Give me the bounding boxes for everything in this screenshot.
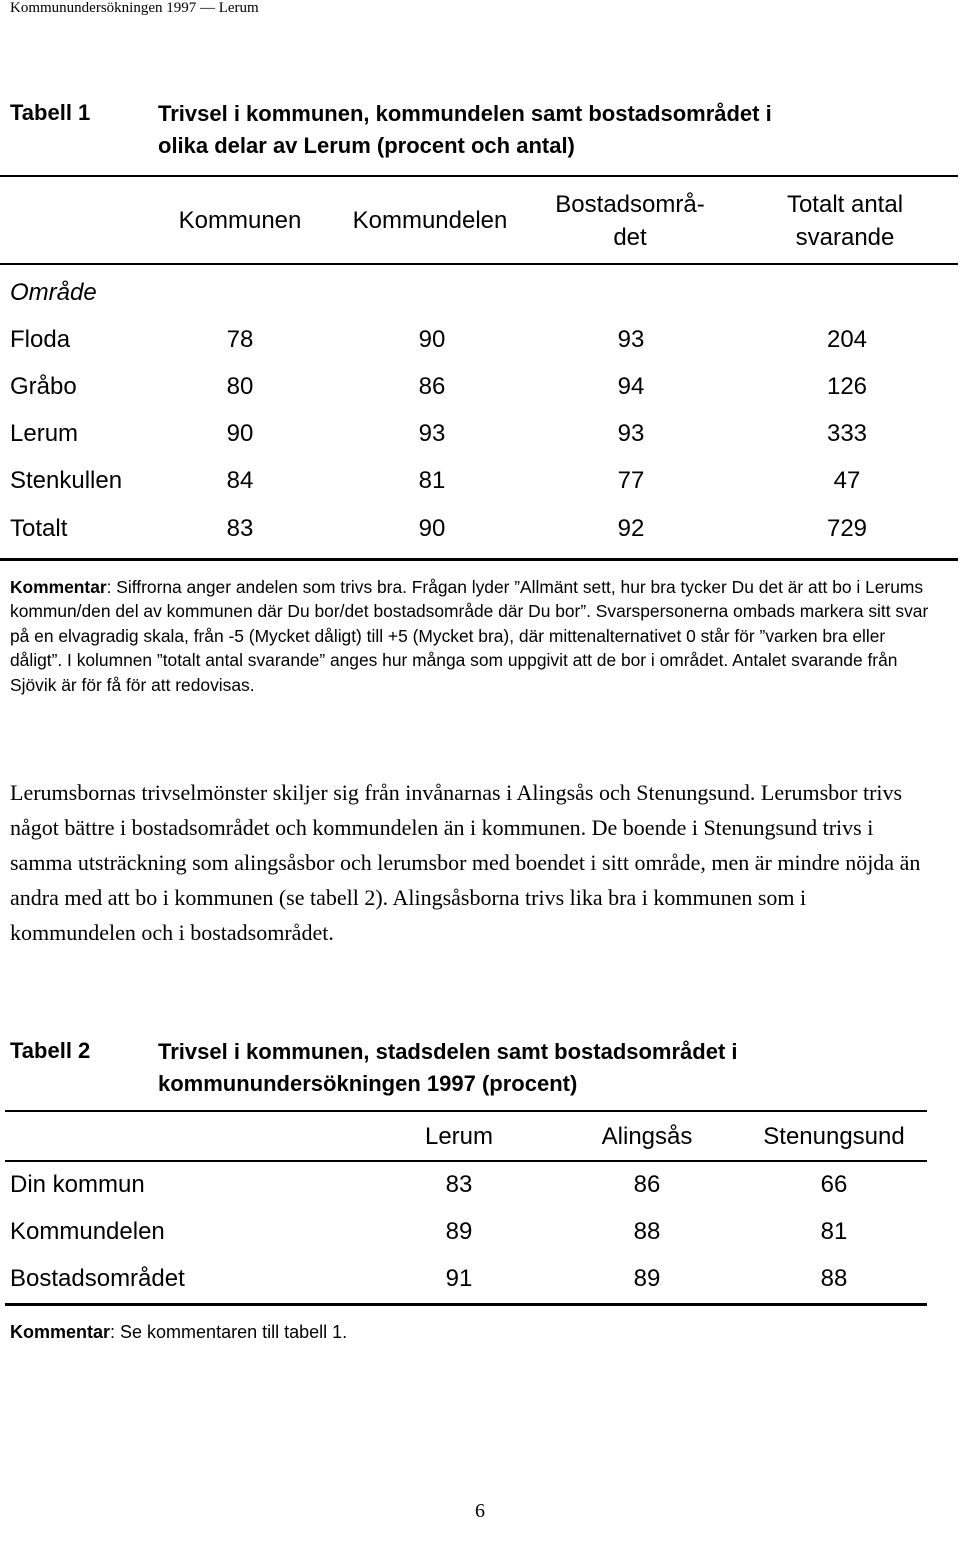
- table2-top-rule: [5, 1110, 927, 1112]
- running-header: Kommunundersökningen 1997 — Lerum: [10, 0, 259, 16]
- table2-header-rule: [5, 1160, 927, 1162]
- table2-row-label: Kommundelen: [10, 1218, 165, 1245]
- table1-bottom-rule: [0, 558, 958, 561]
- table1-cell: 90: [418, 515, 446, 542]
- table1-cell: 47: [833, 467, 861, 494]
- table1-cell: 83: [226, 515, 254, 542]
- table1-comment-text: : Siffrorna anger andelen som trivs bra. Frågan lyder ”Allmänt sett, hur bra tycker Du det är att bo i Lerums kommun/den del av kommunen där Du bor/det bostadsområde där Du bor”. Svarspersonerna ombads markera sitt svar på en elvagradig skala, från -5 (Mycket dåligt) till +5 (Mycket bra), där mittenalternativet 0 står för ”varken bra eller dåligt”. I kolumnen ”totalt antal svarande” anges hur många som uppgivit att de bor i området. Antalet svarande från Sjövik är för få för att redovisas.: [10, 577, 929, 695]
- table1-cell: 93: [617, 420, 645, 447]
- table1-col-kommunen: Kommunen: [178, 207, 302, 234]
- table2-row-label: Din kommun: [10, 1171, 145, 1198]
- table1-title-line2: olika delar av Lerum (procent och antal): [158, 133, 575, 158]
- table2-title-line2: kommunundersökningen 1997 (procent): [158, 1071, 578, 1096]
- table1-title: [158, 98, 772, 162]
- table1-col-bostadsomradet: [530, 188, 730, 254]
- table1-cell: 78: [226, 326, 254, 353]
- table1-cell: 90: [418, 326, 446, 353]
- table1-cell: 84: [226, 467, 254, 494]
- table2-cell: 88: [633, 1218, 661, 1245]
- table1-cell: 729: [826, 515, 868, 542]
- table1-header-rule: [0, 263, 958, 265]
- table1-cell: 126: [826, 373, 868, 400]
- table2-cell: 88: [820, 1265, 848, 1292]
- page-number: 6: [475, 1500, 485, 1522]
- table1-cell: 86: [418, 373, 446, 400]
- table2-cell: 81: [820, 1218, 848, 1245]
- table1-cell: 90: [226, 420, 254, 447]
- table1-row-label: Lerum: [10, 420, 79, 447]
- table2-cell: 66: [820, 1171, 848, 1198]
- table1-row-label: Stenkullen: [10, 467, 123, 494]
- table1-row-label: Totalt: [10, 515, 68, 542]
- table1-col-totalt-line2: svarande: [795, 224, 895, 251]
- table1-col-totalt: [740, 188, 950, 254]
- table1-col-totalt-line1: Totalt antal: [786, 191, 904, 218]
- table2-cell: 89: [445, 1218, 473, 1245]
- table1-cell: 80: [226, 373, 254, 400]
- table2-bottom-rule: [5, 1303, 927, 1306]
- table1-label: Tabell 1: [10, 100, 91, 125]
- table1-cell: 81: [418, 467, 446, 494]
- table2-title: [158, 1036, 738, 1100]
- table2-title-line1: Trivsel i kommunen, stadsdelen samt bostadsområdet i: [158, 1039, 738, 1064]
- table2-label: Tabell 2: [10, 1038, 91, 1063]
- table2-col-alingsas: Alingsås: [601, 1123, 693, 1150]
- table1-cell: 94: [617, 373, 645, 400]
- table2-row-label: Bostadsområdet: [10, 1265, 185, 1292]
- table1-top-rule: [0, 175, 958, 177]
- table2-cell: 91: [445, 1265, 473, 1292]
- table1-col-kommundelen: Kommundelen: [352, 207, 508, 234]
- table1-col-bostad-line1: Bostadsområ-: [555, 191, 705, 218]
- table2-cell: 86: [633, 1171, 661, 1198]
- table1-comment: [10, 575, 930, 697]
- table2-col-stenungsund: Stenungsund: [763, 1123, 905, 1150]
- table1-cell: 204: [826, 326, 868, 353]
- table1-cell: 92: [617, 515, 645, 542]
- table2-cell: 83: [445, 1171, 473, 1198]
- table1-cell: 333: [826, 420, 868, 447]
- table2-comment-text: : Se kommentaren till tabell 1.: [110, 1322, 348, 1342]
- body-paragraph: Lerumsbornas trivselmönster skiljer sig från invånarnas i Alingsås och Stenungsund. Lerumsbor trivs något bättre i bostadsområdet och kommundelen än i kommunen. De boende i Stenungsund trivs i samma utsträckning som alingsåsbor och lerumsbor med boendet i sitt område, men är mindre nöjda än andra med att bo i kommunen (se tabell 2). Alingsåsborna trivs lika bra i kommunen som i kommundelen och i bostadsområdet.: [10, 780, 921, 945]
- table2-comment-label: Kommentar: [10, 1322, 111, 1342]
- table1-row-label: Gråbo: [10, 373, 77, 400]
- table1-title-line1: Trivsel i kommunen, kommundelen samt bostadsområdet i: [158, 101, 772, 126]
- table2-comment: [10, 1320, 347, 1344]
- table1-row-label: Floda: [10, 326, 71, 353]
- table2-col-lerum: Lerum: [424, 1123, 494, 1150]
- table1-cell: 77: [617, 467, 645, 494]
- table1-row-group-label: Område: [10, 279, 97, 306]
- table1-comment-label: Kommentar: [10, 577, 107, 597]
- table1-cell: 93: [617, 326, 645, 353]
- table1-col-bostad-line2: det: [613, 224, 647, 251]
- table1-cell: 93: [418, 420, 446, 447]
- table2-cell: 89: [633, 1265, 661, 1292]
